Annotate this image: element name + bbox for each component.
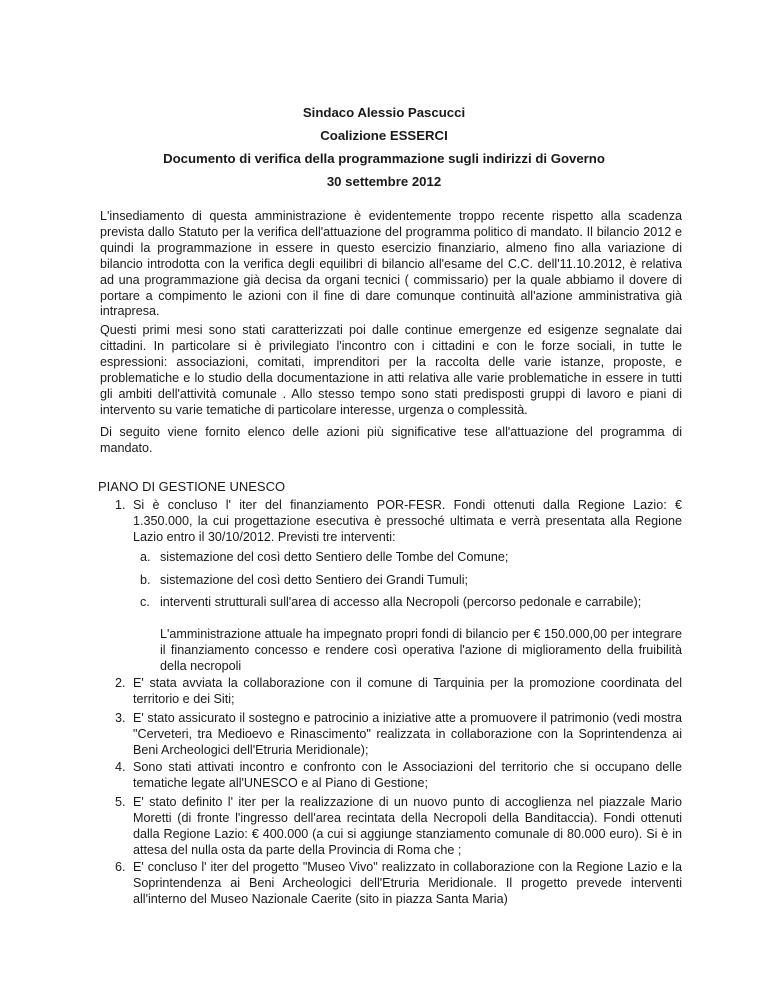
- list-item-number: 6.: [115, 860, 126, 874]
- sub-item-letter: c.: [140, 595, 150, 609]
- header-mayor: Sindaco Alessio Pascucci: [302, 105, 466, 120]
- sub-item-text: sistemazione del così detto Sentiero delle Tombe del Comune;: [160, 550, 509, 564]
- header-date: 30 settembre 2012: [326, 174, 442, 189]
- sub-item-letter: a.: [140, 550, 151, 564]
- list-item-text: Si è concluso l' iter del finanziamento POR-FESR. Fondi ottenuti dalla Regione Lazio: € 1.350.000, la cui progettazione esecutiva è pressoché ultimata e verrà presentata alla Regione Lazio entro il 30/10/2012. Previsti tre interventi:: [133, 498, 682, 544]
- list-item-number: 1.: [115, 498, 126, 512]
- header-coalition: Coalizione ESSERCI: [320, 128, 448, 143]
- list-item: [115, 795, 682, 859]
- list-item: [115, 760, 682, 792]
- sub-item-text: interventi strutturali sull'area di accesso alla Necropoli (percorso pedonale e carrabile);: [160, 595, 642, 609]
- header-document-title: Documento di verifica della programmazione sugli indirizzi di Governo: [163, 151, 605, 166]
- list-item-text: E' stato assicurato il sostegno e patrocinio a iniziative atte a promuovere il patrimonio (vedi mostra "Cerveteri, tra Medioevo e Rinascimento" realizzata in collaborazione con la Soprintendenza ai Beni Archeologici dell'Etruria Meridionale);: [133, 711, 682, 757]
- list-item-number: 3.: [115, 711, 126, 725]
- list-item-text: E' stata avviata la collaborazione con il comune di Tarquinia per la promozione coordinata del territorio e dei Siti;: [133, 676, 682, 706]
- section-title: PIANO DI GESTIONE UNESCO: [98, 479, 286, 494]
- list-item-number: 2.: [115, 676, 126, 690]
- sub-list-item: [140, 573, 682, 589]
- list-item: [115, 711, 682, 759]
- list-item-text: E' concluso l' iter del progetto "Museo Vivo" realizzato in collaborazione con la Regione Lazio e la Soprintendenza ai Beni Archeologici dell'Etruria Meridionale. Il progetto prevede interventi all'interno del Museo Nazionale Caerite (sito in piazza Santa Maria): [133, 860, 682, 906]
- item-1-note: L'amministrazione attuale ha impegnato propri fondi di bilancio per € 150.000,00 per integrare il finanziamento concesso e rendere così operativa l'azione di miglioramento della fruibilità della necropoli: [160, 627, 682, 673]
- list-item-text: Sono stati attivati incontro e confronto con le Associazioni del territorio che si occupano delle tematiche legate all'UNESCO e al Piano di Gestione;: [133, 760, 682, 790]
- paragraph-list-intro: Di seguito viene fornito elenco delle azioni più significative tese all'attuazione del programma di mandato.: [100, 425, 682, 455]
- list-item-text: E' stato definito l' iter per la realizzazione di un nuovo punto di accoglienza nel piazzale Mario Moretti (di fronte l'ingresso dell'area recintata della Necropoli della Banditaccia). Fondi ottenuti dalla Regione Lazio: € 400.000 (a cui si aggiunge stanziamento comunale di 80.000 euro). Si è in attesa del nulla osta da parte della Provincia di Roma che ;: [133, 795, 682, 857]
- sub-list-item: [140, 595, 682, 611]
- list-item: [115, 498, 682, 546]
- document-header: [0, 101, 768, 193]
- sub-item-text: sistemazione del così detto Sentiero dei Grandi Tumuli;: [160, 573, 469, 587]
- sub-item-letter: b.: [140, 573, 151, 587]
- list-item-number: 5.: [115, 795, 126, 809]
- paragraph-intro: L'insediamento di questa amministrazione è evidentemente troppo recente rispetto alla scadenza prevista dallo Statuto per la verifica dell'attuazione del programma politico di mandato. Il bilancio 2012 e quindi la programmazione in essere in questo esercizio finanziario, almeno fino alla variazione di bilancio introdotta con la verifica degli equilibri di bilancio all'esame del C.C. dell'11.10.2012, è relativa ad una programmazione già decisa da organi tecnici ( commissario) per la quale abbiamo il dovere di portare a compimento le azioni con il fine di dare comunque continuità all'azione amministrativa già intrapresa.: [100, 209, 682, 319]
- list-item: [115, 676, 682, 708]
- sub-list-item: [140, 550, 682, 566]
- list-item: [115, 860, 682, 908]
- list-item-number: 4.: [115, 760, 126, 774]
- paragraph-first-months: Questi primi mesi sono stati caratterizzati poi dalle continue emergenze ed esigenze segnalate dai cittadini. In particolare si è privilegiato l'incontro con i cittadini e con le forze sociali, in tutte le espressioni: associazioni, comitati, imprenditori per la raccolta delle varie istanze, proposte, e problematiche e lo studio della documentazione in atti relativa alle varie problematiche in essere in tutti gli ambiti dell'attività comunale . Allo stesso tempo sono stati predisposti gruppi di lavoro e piani di intervento su varie tematiche di particolare interesse, urgenza o complessità.: [100, 323, 682, 417]
